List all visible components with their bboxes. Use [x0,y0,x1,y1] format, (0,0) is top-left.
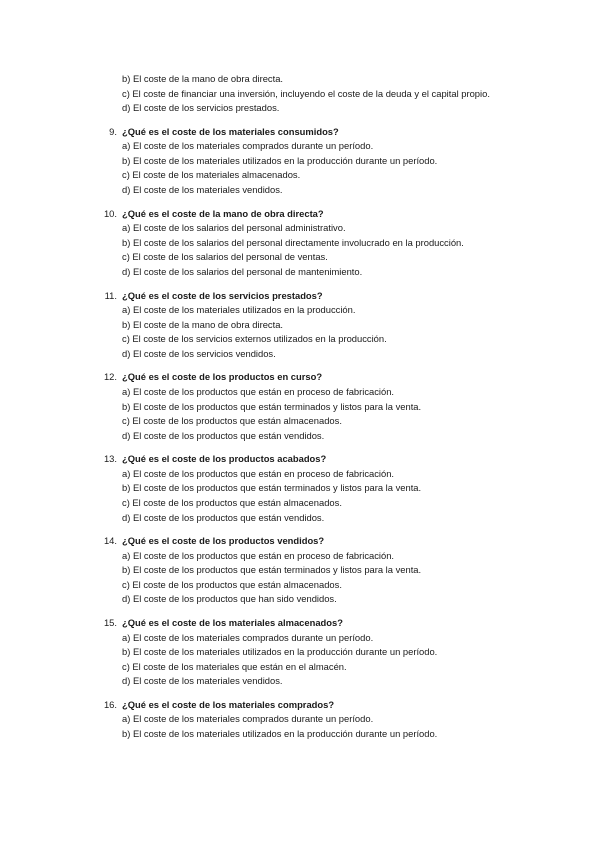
option-b: b) El coste de la mano de obra directa. [122,318,284,330]
question-heading [0,288,600,304]
option-b: b) El coste de los productos que están terminados y listos para la venta. [122,564,422,576]
option-d: d) El coste de los materiales vendidos. [122,184,283,196]
option-a: a) El coste de los salarios del personal administrativo. [122,222,346,234]
question-number: 13. [103,453,117,465]
option-b: b) El coste de los salarios del personal directamente involucrado en la producción. [122,236,464,248]
option-d: d) El coste de los productos que han sido vendidos. [122,593,337,605]
question-text: ¿Qué es el coste de los materiales comprados? [122,698,335,710]
question-number: 11. [104,289,117,301]
option-b: b) El coste de la mano de obra directa. [122,73,284,84]
option-a: a) El coste de los productos que están en proceso de fabricación. [122,467,395,479]
question-10 [0,206,600,280]
option-c: c) El coste de los productos que están almacenados. [122,415,342,427]
option-a: a) El coste de los materiales comprados durante un período. [122,713,374,725]
question-text: ¿Qué es el coste de los servicios prestados? [122,289,323,301]
option-c: c) El coste de financiar una inversión, incluyendo el coste de la deuda y el capital propio. [122,87,490,99]
option-d: d) El coste de los materiales vendidos. [122,675,283,687]
question-text: ¿Qué es el coste de la mano de obra directa? [122,207,324,219]
question-number: 16. [103,698,117,710]
quiz-content [0,72,600,742]
question-13 [0,451,600,525]
option-a: a) El coste de los materiales comprados durante un período. [122,631,374,643]
question-number: 14. [103,535,117,547]
question-heading [0,697,600,713]
question-12 [0,369,600,443]
question-14 [0,533,600,607]
question-number: 10. [103,207,117,219]
question-number: 12. [103,371,117,383]
option-a: a) El coste de los productos que están en proceso de fabricación. [122,385,395,397]
question-heading [0,451,600,467]
question-text: ¿Qué es el coste de los productos en curso? [122,371,323,383]
option-a: a) El coste de los materiales comprados durante un período. [122,140,374,152]
question-text: ¿Qué es el coste de los productos vendidos? [122,535,325,547]
question-heading [0,206,600,222]
question-11 [0,288,600,362]
option-c: c) El coste de los productos que están almacenados. [122,578,342,590]
option-c: c) El coste de los salarios del personal de ventas. [122,251,328,263]
question-heading [0,615,600,631]
question-heading [0,533,600,549]
question-number: 15. [103,617,117,629]
question-heading [0,369,600,385]
option-b: b) El coste de los productos que están terminados y listos para la venta. [122,482,422,494]
option-c: c) El coste de los materiales almacenados. [122,169,301,181]
option-a: a) El coste de los materiales utilizados en la producción. [122,304,356,316]
question-number: 9. [109,125,117,137]
question-text: ¿Qué es el coste de los materiales almacenados? [122,617,343,629]
option-d: d) El coste de los salarios del personal de mantenimiento. [122,265,363,277]
question-text: ¿Qué es el coste de los materiales consumidos? [122,125,339,137]
option-d: d) El coste de los servicios vendidos. [122,347,276,359]
option-c: c) El coste de los servicios externos utilizados en la producción. [122,333,387,345]
question-9 [0,124,600,198]
continued-options [0,72,600,116]
option-d: d) El coste de los productos que están vendidos. [122,429,325,441]
option-d: d) El coste de los productos que están vendidos. [122,511,325,523]
option-a: a) El coste de los productos que están en proceso de fabricación. [122,549,395,561]
option-c: c) El coste de los materiales que están en el almacén. [122,660,347,672]
option-b: b) El coste de los productos que están terminados y listos para la venta. [122,400,422,412]
option-c: c) El coste de los productos que están almacenados. [122,496,342,508]
question-text: ¿Qué es el coste de los productos acabados? [122,453,327,465]
option-b: b) El coste de los materiales utilizados en la producción durante un período. [122,154,438,166]
option-d: d) El coste de los servicios prestados. [122,102,280,114]
option-b: b) El coste de los materiales utilizados en la producción durante un período. [122,646,438,658]
question-heading [0,124,600,140]
question-16 [0,697,600,742]
question-15 [0,615,600,689]
option-b: b) El coste de los materiales utilizados en la producción durante un período. [122,728,438,739]
